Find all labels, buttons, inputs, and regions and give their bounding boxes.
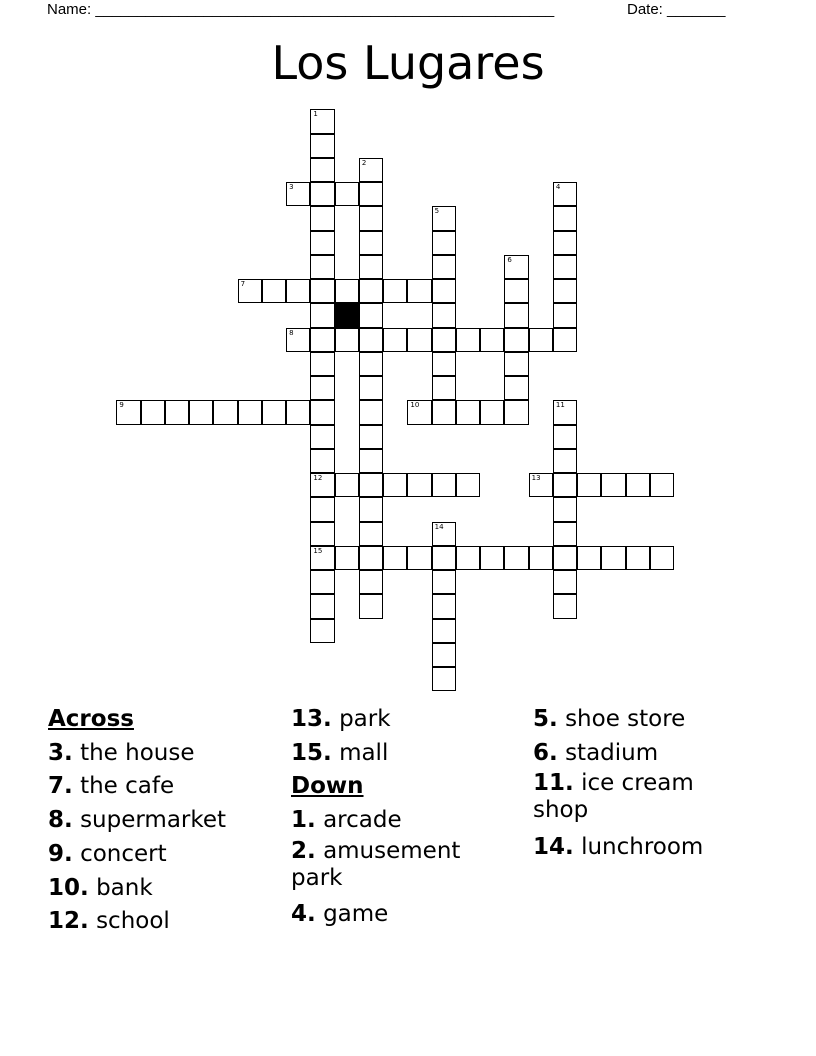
- grid-cell[interactable]: [310, 158, 334, 182]
- grid-cell[interactable]: [553, 231, 577, 255]
- grid-cell[interactable]: [504, 376, 528, 400]
- clue-number: 1: [313, 110, 318, 119]
- clue-down-5: 5. shoe store: [533, 706, 686, 732]
- grid-cell[interactable]: [286, 182, 310, 206]
- grid-cell[interactable]: [359, 497, 383, 521]
- grid-cell[interactable]: [504, 328, 528, 352]
- grid-cell[interactable]: [359, 231, 383, 255]
- grid-cell[interactable]: [359, 546, 383, 570]
- grid-cell[interactable]: [553, 279, 577, 303]
- clue-down-1: 1. arcade: [291, 807, 402, 834]
- grid-cell[interactable]: [407, 279, 431, 303]
- clue-down-11: 11. ice cream shop: [533, 770, 694, 824]
- grid-cell[interactable]: [383, 328, 407, 352]
- clue-down-2: 2. amusement park: [291, 837, 461, 891]
- grid-cell[interactable]: [432, 667, 456, 691]
- clue-number: 14: [434, 522, 444, 531]
- grid-cell[interactable]: [553, 594, 577, 618]
- grid-cell[interactable]: [335, 328, 359, 352]
- grid-cell[interactable]: [286, 328, 310, 352]
- clue-number: 10: [410, 401, 420, 410]
- grid-cell[interactable]: [407, 328, 431, 352]
- grid-cell[interactable]: [650, 473, 674, 497]
- clue-number: 11: [555, 401, 565, 410]
- grid-cell[interactable]: [407, 473, 431, 497]
- grid-cell[interactable]: [577, 473, 601, 497]
- clue-across-8: 8. supermarket: [48, 807, 227, 834]
- date-line[interactable]: _______: [667, 1, 726, 18]
- grid-cell[interactable]: [553, 206, 577, 230]
- clue-across-3: 3. the house: [48, 739, 195, 766]
- grid-cell[interactable]: [553, 255, 577, 279]
- date-label: Date:: [627, 1, 668, 18]
- grid-cell[interactable]: [432, 231, 456, 255]
- grid-cell[interactable]: [359, 328, 383, 352]
- grid-cell[interactable]: [650, 546, 674, 570]
- grid-cell[interactable]: [286, 279, 310, 303]
- grid-cell[interactable]: [432, 643, 456, 667]
- clue-number: 13: [531, 474, 541, 483]
- grid-cell[interactable]: [626, 546, 650, 570]
- grid-cell[interactable]: [553, 425, 577, 449]
- grid-cell[interactable]: [504, 303, 528, 327]
- grid-cell[interactable]: [310, 255, 334, 279]
- grid-cell[interactable]: [432, 206, 456, 230]
- grid-cell[interactable]: [553, 522, 577, 546]
- grid-cell[interactable]: [407, 400, 431, 424]
- grid-cell[interactable]: [310, 473, 334, 497]
- grid-cell[interactable]: [359, 279, 383, 303]
- grid-cell[interactable]: [504, 352, 528, 376]
- grid-cell[interactable]: [262, 400, 286, 424]
- grid-cell[interactable]: [310, 522, 334, 546]
- grid-cell[interactable]: [504, 279, 528, 303]
- clue-column-2: [291, 703, 491, 932]
- grid-cell[interactable]: [359, 570, 383, 594]
- grid-cell[interactable]: [601, 473, 625, 497]
- clue-across-7: 7. the cafe: [48, 773, 175, 800]
- grid-cell[interactable]: [432, 570, 456, 594]
- name-line[interactable]: _______________________________________________________: [95, 1, 555, 18]
- grid-cell[interactable]: [213, 400, 237, 424]
- grid-cell[interactable]: [577, 546, 601, 570]
- grid-cell[interactable]: [310, 546, 334, 570]
- black-cell: [335, 303, 359, 327]
- clue-column-1: [48, 703, 283, 939]
- grid-cell[interactable]: [310, 303, 334, 327]
- grid-cell[interactable]: [238, 279, 262, 303]
- grid-cell[interactable]: [141, 400, 165, 424]
- grid-cell[interactable]: [407, 546, 431, 570]
- clue-across-9: 9. concert: [48, 840, 167, 867]
- across-heading: Across: [48, 706, 134, 732]
- grid-cell[interactable]: [529, 328, 553, 352]
- grid-cell[interactable]: [359, 376, 383, 400]
- grid-cell[interactable]: [310, 619, 334, 643]
- grid-cell[interactable]: [310, 400, 334, 424]
- grid-cell[interactable]: [432, 546, 456, 570]
- grid-cell[interactable]: [359, 255, 383, 279]
- grid-cell[interactable]: [116, 400, 140, 424]
- grid-cell[interactable]: [432, 473, 456, 497]
- grid-cell[interactable]: [286, 400, 310, 424]
- grid-cell[interactable]: [456, 546, 480, 570]
- grid-cell[interactable]: [480, 328, 504, 352]
- grid-cell[interactable]: [432, 279, 456, 303]
- clue-number: 2: [361, 158, 367, 167]
- grid-cell[interactable]: [553, 182, 577, 206]
- clue-number: 7: [240, 280, 246, 289]
- grid-cell[interactable]: [310, 352, 334, 376]
- grid-cell[interactable]: [310, 206, 334, 230]
- grid-cell[interactable]: [310, 328, 334, 352]
- grid-cell[interactable]: [456, 328, 480, 352]
- grid-cell[interactable]: [553, 546, 577, 570]
- grid-cell[interactable]: [310, 594, 334, 618]
- grid-cell[interactable]: [359, 182, 383, 206]
- grid-cell[interactable]: [310, 134, 334, 158]
- grid-cell[interactable]: [480, 546, 504, 570]
- grid-cell[interactable]: [262, 279, 286, 303]
- grid-cell[interactable]: [432, 400, 456, 424]
- puzzle-title: Los Lugares: [271, 36, 545, 90]
- grid-cell[interactable]: [504, 400, 528, 424]
- grid-cell[interactable]: [359, 158, 383, 182]
- grid-cell[interactable]: [480, 400, 504, 424]
- name-label: Name:: [47, 1, 96, 18]
- clue-across-12: 12. school: [48, 908, 170, 935]
- grid-cell[interactable]: [553, 449, 577, 473]
- grid-cell[interactable]: [432, 376, 456, 400]
- grid-cell[interactable]: [432, 303, 456, 327]
- grid-cell[interactable]: [359, 425, 383, 449]
- grid-cell[interactable]: [310, 109, 334, 133]
- grid-cell[interactable]: [553, 400, 577, 424]
- grid-cell[interactable]: [383, 279, 407, 303]
- grid-cell[interactable]: [383, 546, 407, 570]
- clue-number: 8: [289, 328, 294, 337]
- grid-cell[interactable]: [238, 400, 262, 424]
- grid-cell[interactable]: [359, 400, 383, 424]
- grid-cell[interactable]: [335, 546, 359, 570]
- grid-cell[interactable]: [335, 182, 359, 206]
- clue-down-14: 14. lunchroom: [533, 833, 704, 860]
- down-heading: Down: [291, 773, 364, 800]
- clue-down-6: 6. stadium: [533, 739, 659, 766]
- grid-cell[interactable]: [359, 522, 383, 546]
- clue-number: 6: [507, 255, 512, 264]
- clue-across-15: 15. mall: [291, 739, 389, 766]
- grid-cell[interactable]: [310, 570, 334, 594]
- grid-cell[interactable]: [310, 231, 334, 255]
- grid-cell[interactable]: [553, 328, 577, 352]
- clue-number: 4: [555, 183, 561, 192]
- clue-number: 5: [434, 207, 440, 216]
- grid-cell[interactable]: [335, 279, 359, 303]
- clue-across-10: 10. bank: [48, 874, 153, 901]
- grid-cell[interactable]: [553, 570, 577, 594]
- grid-cell[interactable]: [553, 473, 577, 497]
- grid-cell[interactable]: [359, 449, 383, 473]
- clue-across-13: 13. park: [291, 706, 391, 732]
- clue-number: 3: [289, 183, 294, 192]
- grid-cell[interactable]: [553, 497, 577, 521]
- grid-cell[interactable]: [432, 328, 456, 352]
- grid-cell[interactable]: [310, 449, 334, 473]
- grid-cell[interactable]: [359, 303, 383, 327]
- grid-cell[interactable]: [432, 522, 456, 546]
- grid-cell[interactable]: [456, 473, 480, 497]
- grid-cell[interactable]: [432, 352, 456, 376]
- grid-cell[interactable]: [359, 594, 383, 618]
- grid-cell[interactable]: [310, 497, 334, 521]
- grid-cell[interactable]: [529, 546, 553, 570]
- grid-cell[interactable]: [310, 425, 334, 449]
- grid-cell[interactable]: [504, 255, 528, 279]
- grid-cell[interactable]: [553, 303, 577, 327]
- clue-down-4: 4. game: [291, 901, 389, 928]
- grid-cell[interactable]: [310, 376, 334, 400]
- grid-cell[interactable]: [383, 473, 407, 497]
- clue-number: 15: [313, 546, 323, 555]
- grid-cell[interactable]: [456, 400, 480, 424]
- grid-cell[interactable]: [504, 546, 528, 570]
- grid-cell[interactable]: [601, 546, 625, 570]
- grid-cell[interactable]: [359, 206, 383, 230]
- grid-cell[interactable]: [626, 473, 650, 497]
- grid-cell[interactable]: [189, 400, 213, 424]
- grid-cell[interactable]: [310, 182, 334, 206]
- grid-cell[interactable]: [432, 255, 456, 279]
- grid-cell[interactable]: [359, 352, 383, 376]
- grid-cell[interactable]: [529, 473, 553, 497]
- grid-cell[interactable]: [359, 473, 383, 497]
- grid-cell[interactable]: [165, 400, 189, 424]
- clue-number: 12: [313, 474, 323, 483]
- grid-cell[interactable]: [432, 619, 456, 643]
- clue-number: 9: [119, 401, 124, 410]
- grid-cell[interactable]: [335, 473, 359, 497]
- grid-cell[interactable]: [310, 279, 334, 303]
- grid-cell[interactable]: [432, 594, 456, 618]
- clue-column-3: [533, 703, 733, 865]
